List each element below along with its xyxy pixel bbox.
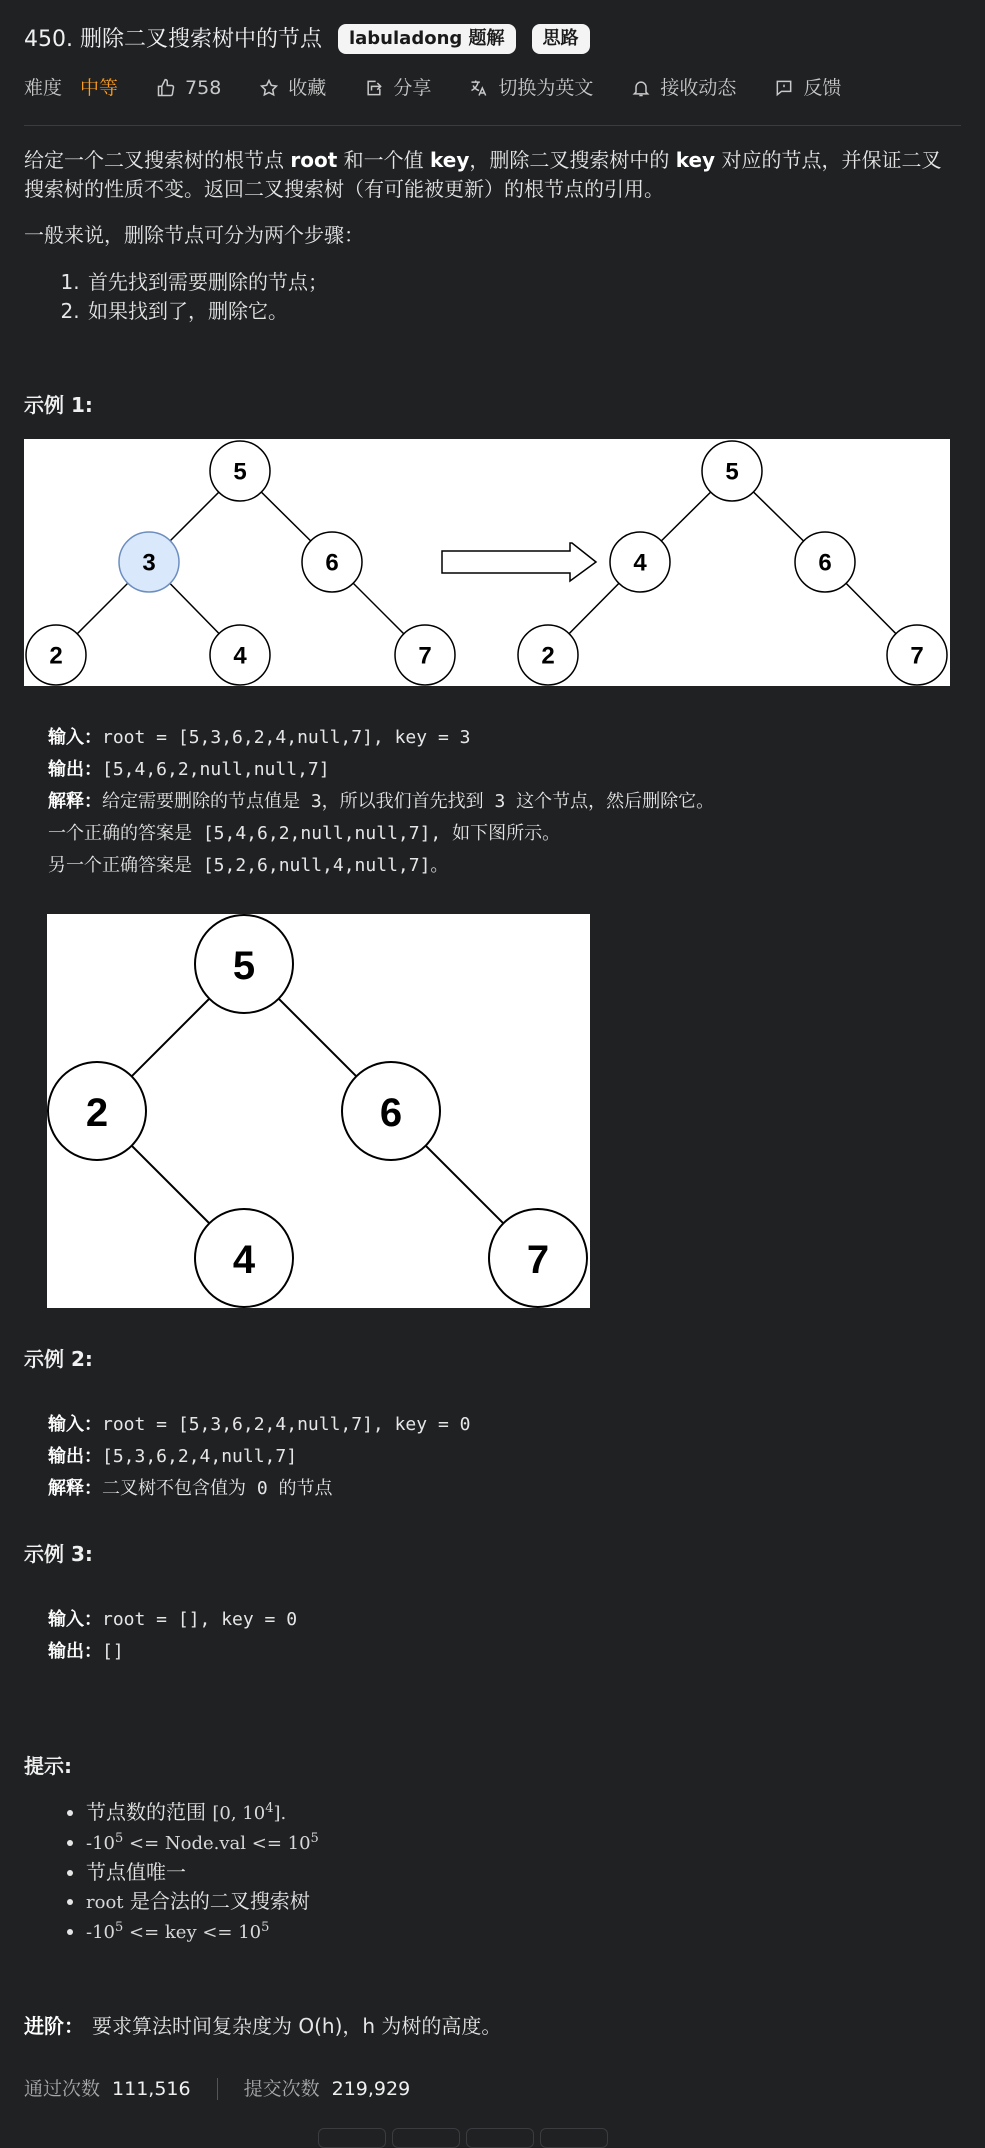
likes-count: 758 [185, 76, 222, 99]
example1-tree-image [24, 439, 950, 686]
hint-constraint: $-10^5$ <= key <= $10^5$ [86, 1920, 270, 1943]
subscribe-label: 接收动态 [660, 76, 737, 99]
title-row [24, 0, 961, 78]
solution-tag[interactable]: labuladong 题解 [338, 24, 516, 54]
idea-tag[interactable]: 思路 [532, 24, 590, 54]
input-label: 输入： [48, 727, 102, 748]
desc-text: 和一个值 [337, 148, 430, 172]
list-item [86, 1887, 944, 1917]
bell-icon [631, 78, 651, 98]
node-label: 7 [526, 1238, 550, 1282]
example3-title: 示例 3: [24, 1542, 93, 1566]
star-icon [259, 78, 279, 98]
example3-input: root = [], key = 0 [102, 1609, 298, 1630]
desc-text: 给定一个二叉搜索树的根节点 [24, 148, 291, 172]
input-label: 输入： [48, 1414, 102, 1435]
subscribe-button[interactable] [631, 74, 736, 103]
node-label: 4 [633, 549, 647, 577]
node-label: 4 [233, 642, 247, 670]
passed-label: 通过次数 [24, 2078, 101, 2100]
example2-output: [5,3,6,2,4,null,7] [102, 1446, 298, 1467]
example2-input: root = [5,3,6,2,4,null,7], key = 0 [102, 1414, 471, 1435]
stats-bar [24, 2075, 410, 2104]
advanced-section [24, 2012, 501, 2041]
bottom-tabs [318, 2128, 608, 2148]
hints-section [24, 1798, 944, 1947]
desc-key: key [675, 148, 716, 172]
list-item: • 节点值唯一 [86, 1858, 944, 1887]
hint-range: [0, $10^4$]. [212, 1801, 287, 1824]
example1-answer-b: 另一个正确答案是 [5,2,6,null,4,null,7]。 [48, 855, 449, 876]
hint-constraint: $-10^5$ <= Node.val <= $10^5$ [86, 1831, 319, 1854]
description-paragraph [24, 146, 961, 204]
hints-list [86, 1798, 944, 1947]
node-label: 7 [910, 642, 924, 670]
advanced-label: 进阶： [24, 2014, 84, 2038]
example1-code [24, 722, 714, 882]
output-label: 输出： [48, 759, 102, 780]
output-label: 输出： [48, 1446, 102, 1467]
node-label: 3 [142, 549, 156, 577]
hint-code: root [86, 1892, 124, 1913]
description-steps-intro: 一般来说，删除节点可分为两个步骤： [24, 223, 364, 247]
example1-input: root = [5,3,6,2,4,null,7], key = 3 [102, 727, 471, 748]
like-button[interactable] [156, 74, 221, 103]
node-label: 5 [233, 458, 247, 486]
node-label: 2 [49, 642, 63, 670]
meta-row [24, 70, 961, 106]
list-item: 2. 如果找到了，删除它。 [86, 297, 961, 326]
favorite-button[interactable] [259, 74, 326, 103]
difficulty-label: 难度 [24, 76, 63, 99]
example1-title: 示例 1: [24, 393, 93, 417]
node-label: 6 [379, 1091, 403, 1135]
feedback-icon [774, 78, 794, 98]
node-label: 2 [541, 642, 555, 670]
bottom-tab[interactable] [318, 2128, 386, 2148]
advanced-text: 要求算法时间复杂度为 O(h)，h 为树的高度。 [92, 2014, 502, 2038]
example1-explanation: 给定需要删除的节点值是 3，所以我们首先找到 3 这个节点，然后删除它。 [102, 791, 715, 812]
example3-code [24, 1604, 297, 1668]
node-label: 5 [725, 458, 739, 486]
list-item [86, 1828, 944, 1858]
favorite-label: 收藏 [288, 76, 327, 99]
translate-icon [469, 78, 489, 98]
bottom-tab[interactable] [392, 2128, 460, 2148]
difficulty-value: 中等 [80, 76, 119, 99]
output-label: 输出： [48, 1641, 102, 1662]
node-label: 7 [418, 642, 432, 670]
thumbs-up-icon [156, 78, 176, 98]
list-item [86, 1798, 944, 1828]
list-item [86, 1917, 944, 1947]
node-label: 4 [232, 1238, 256, 1282]
input-label: 输入： [48, 1609, 102, 1630]
stats-divider [217, 2078, 218, 2100]
switch-language-label: 切换为英文 [498, 76, 594, 99]
problem-title: 450. 删除二叉搜索树中的节点 [24, 26, 322, 52]
hint-text: 节点数的范围 [86, 1800, 213, 1824]
node-label: 6 [325, 549, 339, 577]
bottom-tab[interactable] [540, 2128, 608, 2148]
desc-text: ，删除二叉搜索树中的 [469, 148, 676, 172]
example1-alt-tree-image [47, 914, 590, 1308]
submitted-count: 219,929 [331, 2078, 411, 2100]
hints-title: 提示: [24, 1754, 72, 1778]
example1-answer-a: 一个正确的答案是 [5,4,6,2,null,null,7], 如下图所示。 [48, 823, 561, 844]
example3-output: [] [102, 1641, 124, 1662]
node-label: 5 [232, 944, 256, 988]
list-item: 1. 首先找到需要删除的节点； [86, 268, 961, 297]
passed-count: 111,516 [112, 2078, 191, 2100]
hint-text: 是合法的二叉搜索树 [123, 1889, 310, 1913]
header-divider [24, 125, 961, 126]
node-label: 2 [85, 1091, 109, 1135]
desc-root: root [290, 148, 338, 172]
example2-title: 示例 2: [24, 1347, 93, 1371]
desc-key: key [429, 148, 470, 172]
desc-text: 对应的节点，并保证二叉搜索树的性质不变。返回二叉搜索树（有可能被更新）的根节点的引用。 [24, 148, 942, 201]
bottom-tab[interactable] [466, 2128, 534, 2148]
switch-language-button[interactable] [469, 74, 593, 103]
steps-list [86, 268, 961, 326]
explain-label: 解释： [48, 791, 102, 812]
explain-label: 解释： [48, 1478, 102, 1499]
example2-code [24, 1409, 470, 1505]
example1-output: [5,4,6,2,null,null,7] [102, 759, 330, 780]
node-label: 6 [818, 549, 832, 577]
share-label: 分享 [393, 76, 432, 99]
share-icon [364, 78, 384, 98]
feedback-label: 反馈 [803, 76, 842, 99]
feedback-button[interactable] [774, 74, 841, 103]
example2-explanation: 二叉树不包含值为 0 的节点 [102, 1478, 333, 1499]
submitted-label: 提交次数 [243, 2078, 320, 2100]
share-button[interactable] [364, 74, 431, 103]
